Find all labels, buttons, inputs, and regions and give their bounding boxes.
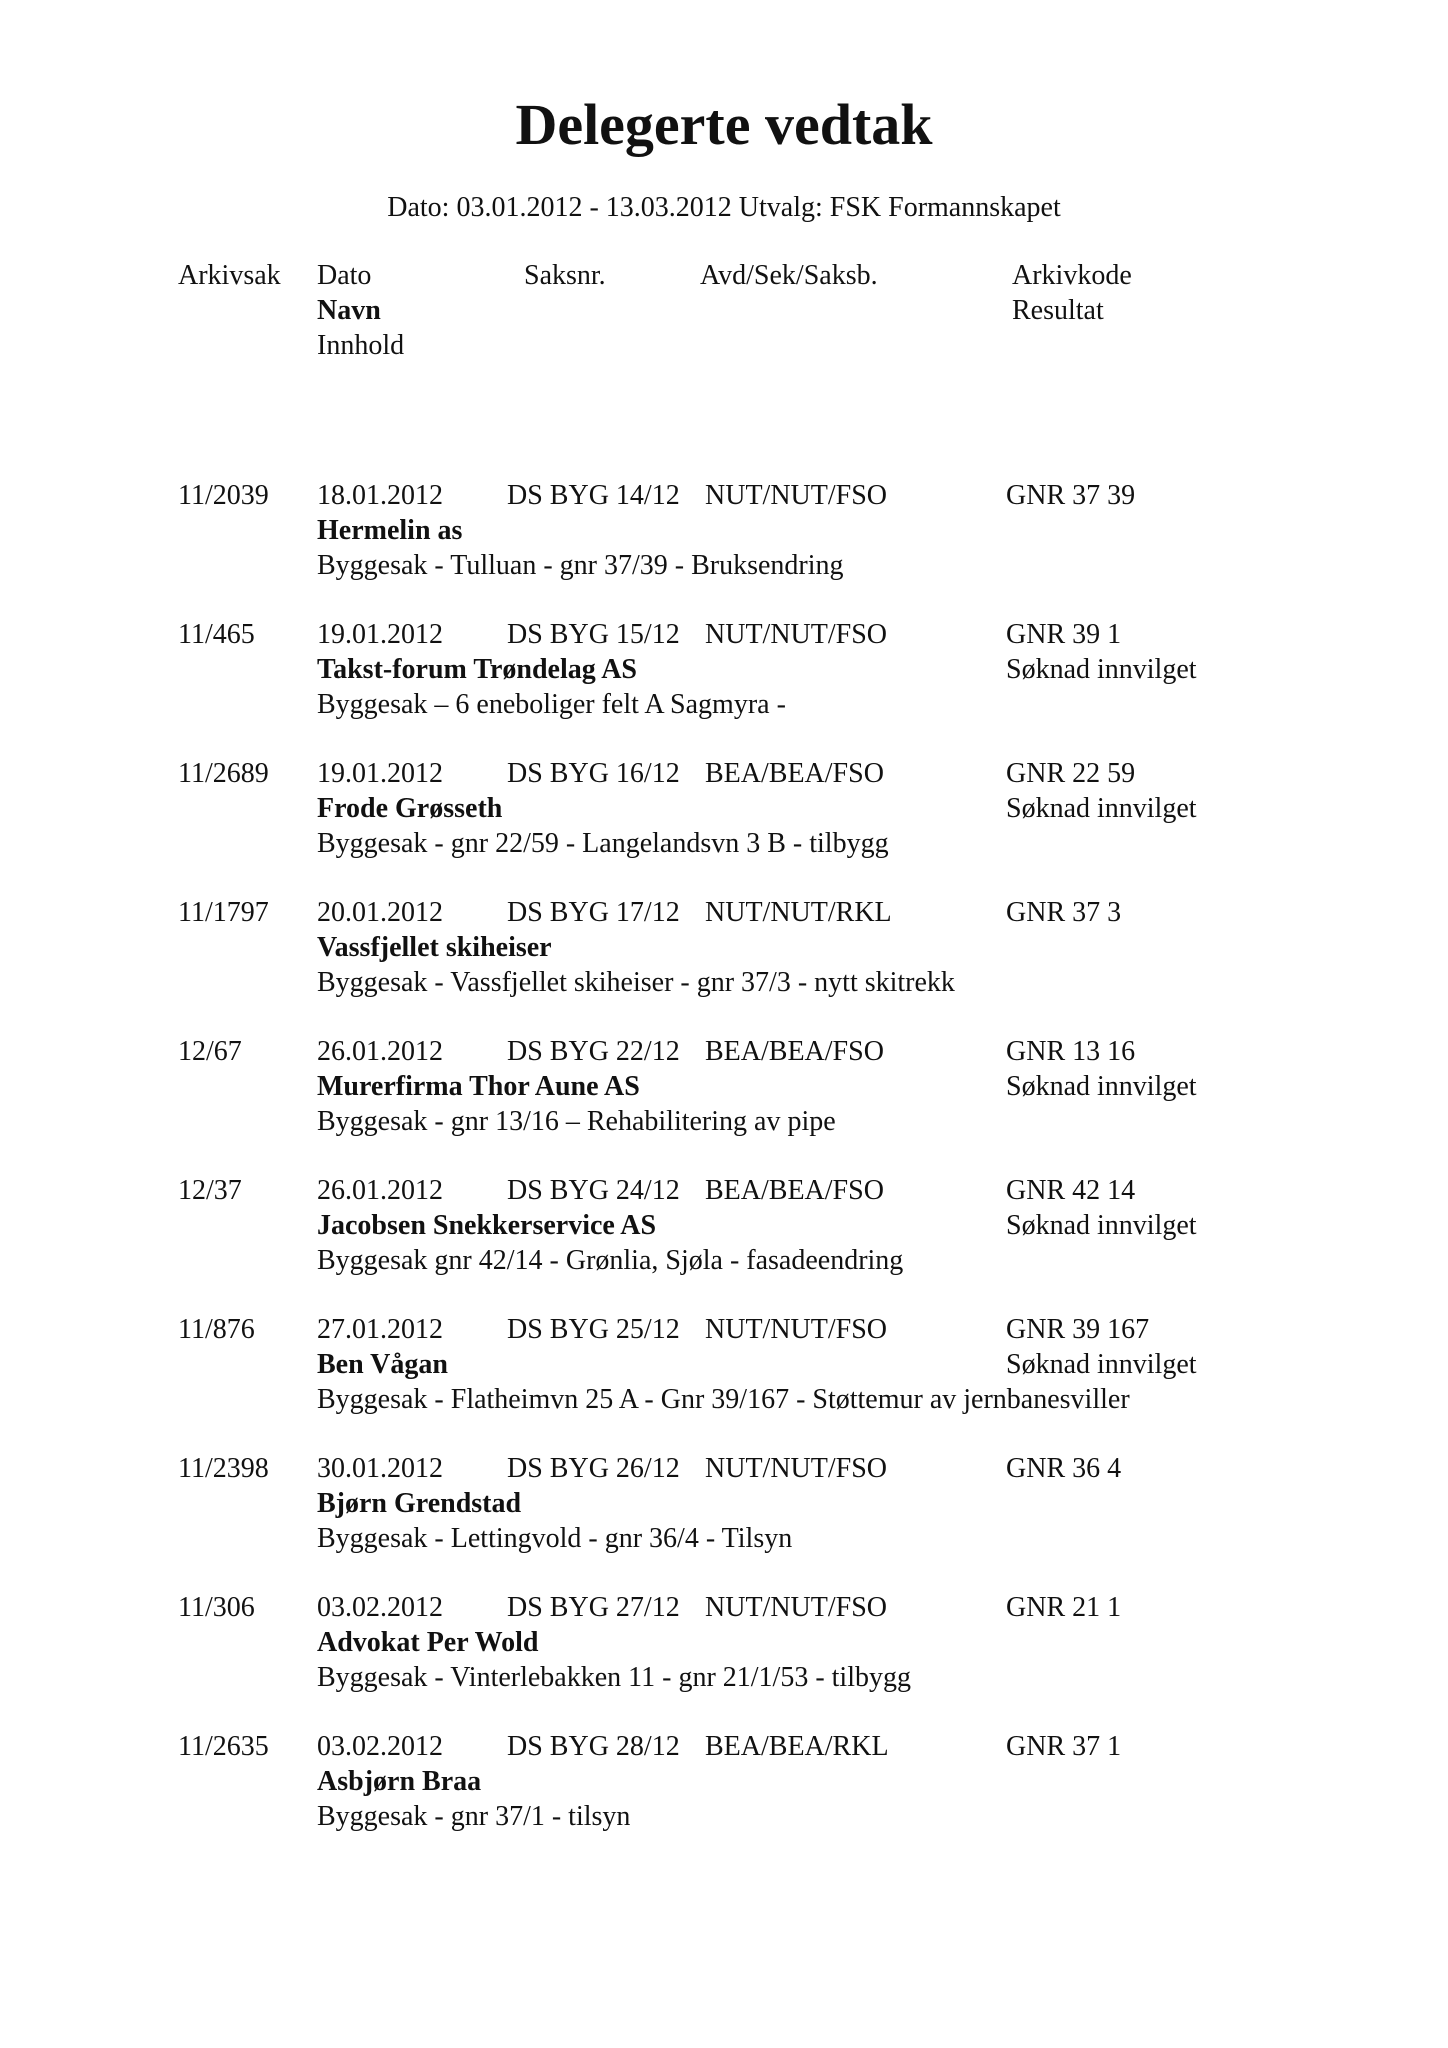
record-avd: BEA/BEA/RKL: [705, 1731, 889, 1762]
record-navn: Frode Grøsseth: [317, 793, 503, 824]
record-resultat: Søknad innvilget: [1006, 793, 1197, 824]
record-arkivkode: GNR 21 1: [1006, 1592, 1122, 1623]
record-innhold: Byggesak - gnr 37/1 - tilsyn: [317, 1801, 631, 1832]
record-navn: Murerfirma Thor Aune AS: [317, 1071, 640, 1102]
record-avd: BEA/BEA/FSO: [705, 1175, 884, 1206]
record-resultat: Søknad innvilget: [1006, 1349, 1197, 1380]
header-arkivsak: Arkivsak: [178, 260, 281, 291]
record-arkivkode: GNR 37 3: [1006, 897, 1122, 928]
header-resultat: Resultat: [1012, 295, 1104, 326]
record-entry: [0, 617, 1448, 756]
record-arkivsak: 11/2039: [178, 480, 269, 511]
date-range-committee: Dato: 03.01.2012 - 13.03.2012 Utvalg: FSK Formannskapet: [387, 192, 1061, 223]
record-arkivkode: GNR 42 14: [1006, 1175, 1136, 1206]
header-saksnr: Saksnr.: [524, 260, 606, 291]
record-dato: 03.02.2012: [317, 1731, 443, 1762]
record-dato: 20.01.2012: [317, 897, 443, 928]
record-arkivsak: 12/37: [178, 1175, 242, 1206]
record-navn: Hermelin as: [317, 515, 463, 546]
record-saksnr: DS BYG 27/12: [507, 1592, 680, 1623]
record-arkivkode: GNR 37 39: [1006, 480, 1136, 511]
record-arkivsak: 11/2635: [178, 1731, 269, 1762]
record-arkivsak: 11/1797: [178, 897, 269, 928]
record-entry: [0, 1729, 1448, 1868]
record-saksnr: DS BYG 28/12: [507, 1731, 680, 1762]
record-avd: NUT/NUT/FSO: [705, 1453, 888, 1484]
record-avd: BEA/BEA/FSO: [705, 1036, 884, 1067]
record-dato: 26.01.2012: [317, 1175, 443, 1206]
record-innhold: Byggesak - Lettingvold - gnr 36/4 - Tilsyn: [317, 1523, 793, 1554]
record-innhold: Byggesak - Tulluan - gnr 37/39 - Bruksendring: [317, 550, 844, 581]
record-navn: Ben Vågan: [317, 1349, 448, 1380]
record-saksnr: DS BYG 16/12: [507, 758, 680, 789]
record-entry: [0, 478, 1448, 617]
record-innhold: Byggesak - Flatheimvn 25 A - Gnr 39/167 - Støttemur av jernbanesviller: [317, 1384, 1130, 1415]
record-arkivkode: GNR 39 1: [1006, 619, 1122, 650]
page-title: Delegerte vedtak: [515, 92, 933, 157]
record-dato: 19.01.2012: [317, 758, 443, 789]
record-resultat: Søknad innvilget: [1006, 654, 1197, 685]
record-dato: 03.02.2012: [317, 1592, 443, 1623]
record-saksnr: DS BYG 24/12: [507, 1175, 680, 1206]
record-saksnr: DS BYG 15/12: [507, 619, 680, 650]
header-navn: Navn: [317, 295, 381, 326]
record-resultat: Søknad innvilget: [1006, 1071, 1197, 1102]
record-resultat: Søknad innvilget: [1006, 1210, 1197, 1241]
record-saksnr: DS BYG 17/12: [507, 897, 680, 928]
record-navn: Vassfjellet skiheiser: [317, 932, 552, 963]
record-avd: BEA/BEA/FSO: [705, 758, 884, 789]
record-navn: Takst-forum Trøndelag AS: [317, 654, 637, 685]
header-innhold: Innhold: [317, 330, 405, 361]
record-innhold: Byggesak - gnr 13/16 – Rehabilitering av pipe: [317, 1106, 836, 1137]
record-arkivkode: GNR 22 59: [1006, 758, 1136, 789]
record-innhold: Byggesak - gnr 22/59 - Langelandsvn 3 B - tilbygg: [317, 828, 889, 859]
record-arkivsak: 11/2398: [178, 1453, 269, 1484]
record-navn: Advokat Per Wold: [317, 1627, 539, 1658]
record-entry: [0, 1173, 1448, 1312]
record-entry: [0, 1312, 1448, 1451]
record-entry: [0, 1451, 1448, 1590]
record-entry: [0, 1590, 1448, 1729]
record-arkivsak: 11/876: [178, 1314, 255, 1345]
record-arkivsak: 11/2689: [178, 758, 269, 789]
record-dato: 26.01.2012: [317, 1036, 443, 1067]
record-entry: [0, 756, 1448, 895]
record-navn: Jacobsen Snekkerservice AS: [317, 1210, 657, 1241]
record-avd: NUT/NUT/FSO: [705, 619, 888, 650]
record-innhold: Byggesak - Vassfjellet skiheiser - gnr 37/3 - nytt skitrekk: [317, 967, 955, 998]
record-innhold: Byggesak – 6 eneboliger felt A Sagmyra -: [317, 689, 786, 720]
header-avd-sek-saksb: Avd/Sek/Saksb.: [700, 260, 878, 291]
record-arkivsak: 12/67: [178, 1036, 242, 1067]
record-avd: NUT/NUT/FSO: [705, 480, 888, 511]
header-arkivkode: Arkivkode: [1012, 260, 1132, 291]
record-dato: 19.01.2012: [317, 619, 443, 650]
record-innhold: Byggesak - Vinterlebakken 11 - gnr 21/1/53 - tilbygg: [317, 1662, 911, 1693]
record-arkivkode: GNR 39 167: [1006, 1314, 1150, 1345]
record-arkivkode: GNR 13 16: [1006, 1036, 1136, 1067]
record-saksnr: DS BYG 26/12: [507, 1453, 680, 1484]
records-list: [0, 478, 1448, 1868]
record-avd: NUT/NUT/FSO: [705, 1314, 888, 1345]
record-entry: [0, 895, 1448, 1034]
record-navn: Bjørn Grendstad: [317, 1488, 522, 1519]
record-saksnr: DS BYG 14/12: [507, 480, 680, 511]
record-saksnr: DS BYG 22/12: [507, 1036, 680, 1067]
record-saksnr: DS BYG 25/12: [507, 1314, 680, 1345]
record-navn: Asbjørn Braa: [317, 1766, 482, 1797]
record-innhold: Byggesak gnr 42/14 - Grønlia, Sjøla - fasadeendring: [317, 1245, 904, 1276]
column-header-block: [0, 258, 1448, 368]
record-entry: [0, 1034, 1448, 1173]
record-dato: 27.01.2012: [317, 1314, 443, 1345]
record-arkivsak: 11/465: [178, 619, 255, 650]
record-avd: NUT/NUT/FSO: [705, 1592, 888, 1623]
record-arkivsak: 11/306: [178, 1592, 255, 1623]
record-arkivkode: GNR 37 1: [1006, 1731, 1122, 1762]
record-avd: NUT/NUT/RKL: [705, 897, 892, 928]
record-dato: 30.01.2012: [317, 1453, 443, 1484]
header-dato: Dato: [317, 260, 372, 291]
record-arkivkode: GNR 36 4: [1006, 1453, 1122, 1484]
record-dato: 18.01.2012: [317, 480, 443, 511]
